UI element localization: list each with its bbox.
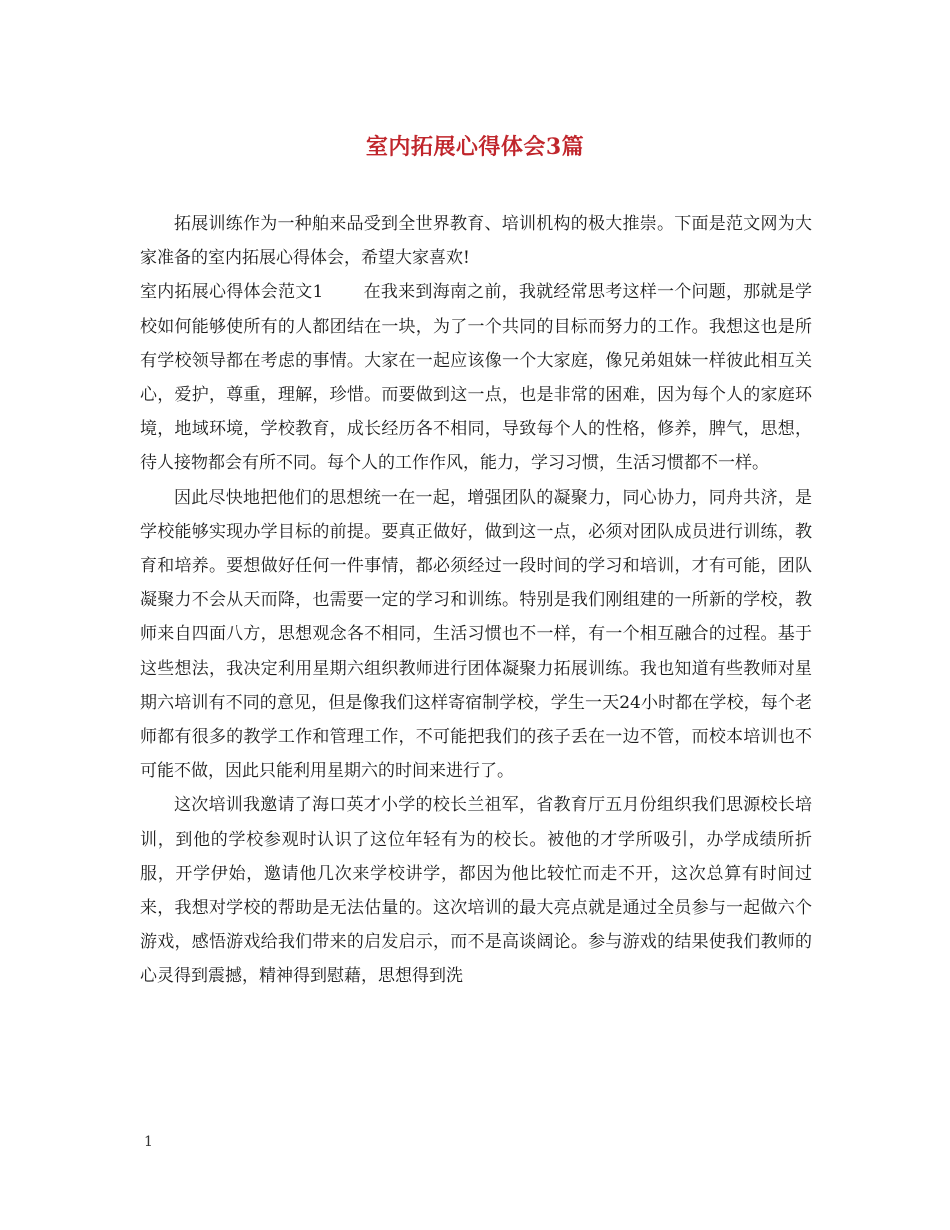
section-first-paragraph: 在我来到海南之前，我就经常思考这样一个问题，那就是学校如何能够使所有的人都团结在一块，为了一个共同的目标而努力的工作。我想这也是所有学校领导都在考虑的事情。大家在一起应该像一个大家庭，像兄弟姐妹一样彼此相互关心，爱护，尊重，理解，珍惜。而要做到这一点，也是非常的困难，因为每个人的家庭环境，地域环境，学校教育，成长经历各不相同，导致每个人的性格，修养，脾气，思想，待人接物都会有所不同。每个人的工作作风，能力，学习习惯，生活习惯都不一样。 (140, 282, 812, 474)
document-body (140, 207, 812, 994)
body-paragraph-2: 因此尽快地把他们的思想统一在一起，增强团队的凝聚力，同心协力，同舟共济，是学校能够实现办学目标的前提。要真正做好，做到这一点，必须对团队成员进行训练，教育和培养。要想做好任何一件事情，都必须经过一段时间的学习和培训，才有可能，团队凝聚力不会从天而降，也需要一定的学习和训练。特别是我们刚组建的一所新的学校，教师来自四面八方，思想观念各不相同，生活习惯也不一样，有一个相互融合的过程。基于这些想法，我决定利用星期六组织教师进行团体凝聚力拓展训练。我也知道有些教师对星期六培训有不同的意见，但是像我们这样寄宿制学校，学生一天24小时都在学校，每个老师都有很多的教学工作和管理工作，不可能把我们的孩子丢在一边不管，而校本培训也不可能不做，因此只能利用星期六的时间来进行了。 (140, 487, 812, 782)
section-paragraph-1 (140, 275, 812, 480)
body-paragraph-3: 这次培训我邀请了海口英才小学的校长兰祖军，省教育厅五月份组织我们思源校长培训，到他的学校参观时认识了这位年轻有为的校长。被他的才学所吸引，办学成绩所折服，开学伊始，邀请他几次来学校讲学，都因为他比较忙而走不开，这次总算有时间过来，我想对学校的帮助是无法估量的。这次培训的最大亮点就是通过全员参与一起做六个游戏，感悟游戏给我们带来的启发启示，而不是高谈阔论。参与游戏的结果使我们教师的心灵得到震撼，精神得到慰藉，思想得到洗 (140, 795, 812, 987)
page-number: 1 (144, 1134, 153, 1150)
intro-paragraph: 拓展训练作为一种舶来品受到全世界教育、培训机构的极大推崇。下面是范文网为大家准备的室内拓展心得体会，希望大家喜欢! (140, 214, 812, 269)
document-title: 室内拓展心得体会3篇 (365, 134, 585, 160)
section-label: 室内拓展心得体会范文1 (140, 282, 324, 303)
